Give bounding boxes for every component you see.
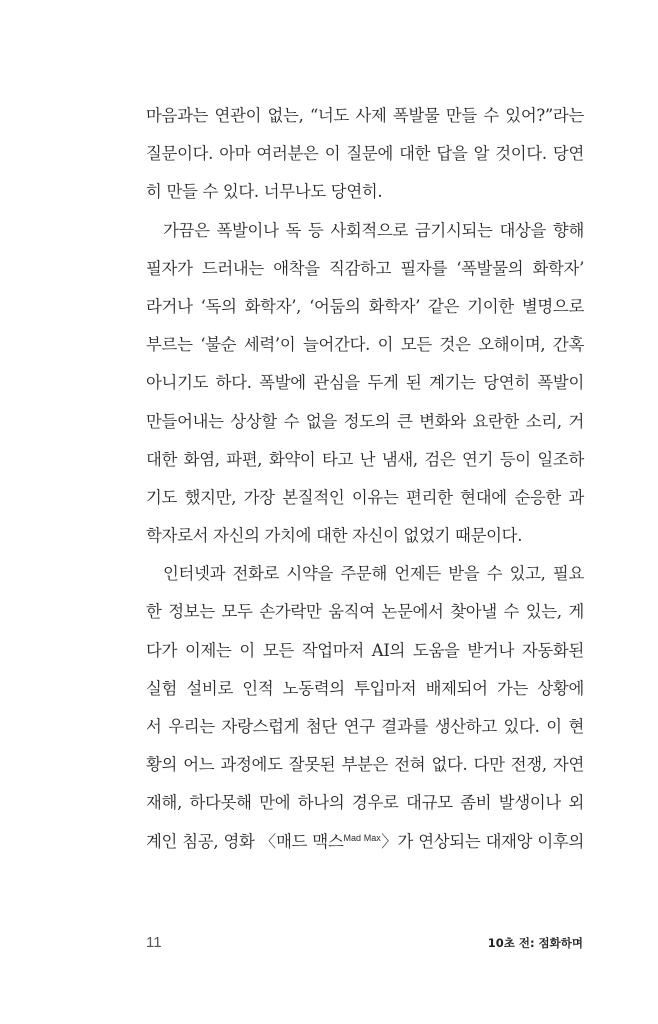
- text-line: 다가 이제는 이 모든 작업마저 AI의 도움을 받거나 자동화된: [146, 640, 584, 660]
- text-line: 대한 화염, 파편, 화약이 타고 난 냄새, 검은 연기 등이 일조하: [146, 449, 584, 469]
- text-line: 인터넷과 전화로 시약을 주문해 언제든 받을 수 있고, 필요: [163, 564, 584, 584]
- text-line: 라거나 ‘독의 화학자’, ‘어둠의 화학자’ 같은 기이한 별명으로: [146, 296, 584, 316]
- body-text: [146, 97, 584, 861]
- text-line: 만들어내는 상상할 수 없을 정도의 큰 변화와 요란한 소리, 거: [146, 411, 584, 431]
- line-text: 〉가 연상되는 대재앙 이후의: [380, 831, 584, 851]
- text-line: 가끔은 폭발이나 독 등 사회적으로 금기시되는 대상을 향해: [163, 220, 584, 240]
- text-line: 부르는 ‘불순 세력’이 늘어간다. 이 모든 것은 오해이며, 간혹: [146, 335, 584, 355]
- text-line: 한 정보는 모두 손가락만 움직여 논문에서 찾아낼 수 있는, 게: [146, 602, 584, 622]
- line-text: 계인 침공, 영화 〈매드 맥스: [146, 831, 344, 851]
- text-line: 아니기도 하다. 폭발에 관심을 두게 된 계기는 당연히 폭발이: [146, 373, 584, 393]
- superscript-annotation: Mad Max: [343, 832, 381, 843]
- page-number: 11: [146, 934, 162, 951]
- text-line: 학자로서 자신의 가치에 대한 자신이 없었기 때문이다.: [146, 526, 523, 546]
- text-line: 질문이다. 아마 여러분은 이 질문에 대한 답을 알 것이다. 당연: [146, 144, 584, 164]
- text-line: 재해, 하다못해 만에 하나의 경우로 대규모 좀비 발생이나 외: [146, 793, 584, 813]
- text-line: 필자가 드러내는 애착을 직감하고 필자를 ‘폭발물의 화학자’: [146, 258, 584, 278]
- text-line: 서 우리는 자랑스럽게 첨단 연구 결과를 생산하고 있다. 이 현: [146, 717, 584, 736]
- text-line: [146, 823, 584, 861]
- text-line: 황의 어느 과정에도 잘못된 부분은 전혀 없다. 다만 전쟁, 자연: [146, 755, 584, 775]
- text-line: 마음과는 연관이 없는, “너도 사제 폭발물 만들 수 있어?”라는: [146, 106, 584, 125]
- running-footer-chapter-title: 10초 전: 점화하며: [487, 936, 583, 950]
- text-line: 실험 설비로 인적 노동력의 투입마저 배제되어 가는 상황에: [146, 678, 584, 698]
- text-line: 히 만들 수 있다. 너무나도 당연히.: [146, 182, 383, 202]
- text-line: 기도 했지만, 가장 본질적인 이유는 편리한 현대에 순응한 과: [146, 487, 584, 507]
